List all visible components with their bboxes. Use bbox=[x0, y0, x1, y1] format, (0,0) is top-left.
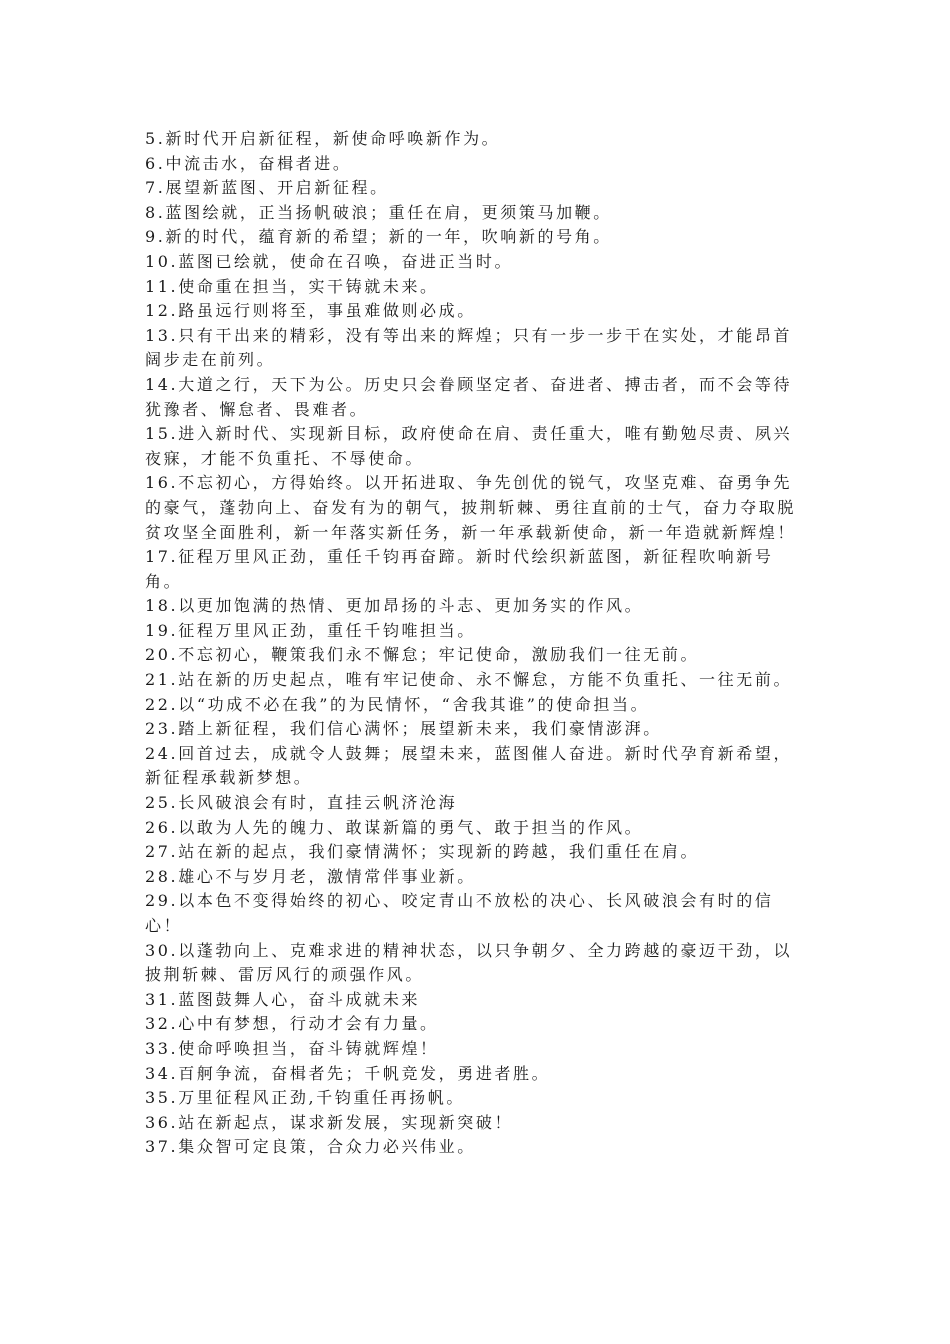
list-item: 23.踏上新征程，我们信心满怀；展望新未来，我们豪情澎湃。 bbox=[145, 719, 662, 739]
list-item: 6.中流击水，奋楫者进。 bbox=[145, 153, 352, 173]
list-item: 32.心中有梦想，行动才会有力量。 bbox=[145, 1014, 439, 1034]
list-item: 25.长风破浪会有时，直挂云帆济沧海 bbox=[145, 793, 458, 813]
list-item: 15.进入新时代、实现新目标，政府使命在肩、责任重大，唯有勤勉尽责、夙兴夜寐，才能不负重托、不辱使命。 bbox=[145, 424, 793, 468]
list-item: 22.以“功成不必在我”的为民情怀，“舍我其谁”的使命担当。 bbox=[145, 694, 650, 714]
list-item: 10.蓝图已绘就，使命在召唤，奋进正当时。 bbox=[145, 251, 514, 271]
list-item: 35.万里征程风正劲,千钧重任再扬帆。 bbox=[145, 1088, 465, 1108]
list-item: 34.百舸争流，奋楫者先；千帆竞发，勇进者胜。 bbox=[145, 1063, 551, 1083]
list-item: 31.蓝图鼓舞人心，奋斗成就未来 bbox=[145, 989, 421, 1009]
list-item: 21.站在新的历史起点，唯有牢记使命、永不懈怠，方能不负重托、一往无前。 bbox=[145, 670, 793, 690]
list-item: 27.站在新的起点，我们豪情满怀；实现新的跨越，我们重任在肩。 bbox=[145, 842, 700, 862]
list-item: 12.路虽远行则将至，事虽难做则必成。 bbox=[145, 301, 476, 321]
list-item: 19.征程万里风正劲，重任千钧唯担当。 bbox=[145, 620, 476, 640]
list-item: 9.新的时代，蕴育新的希望；新的一年，吹响新的号角。 bbox=[145, 227, 612, 247]
list-item: 33.使命呼唤担当，奋斗铸就辉煌！ bbox=[145, 1038, 439, 1058]
list-item: 14.大道之行，天下为公。历史只会眷顾坚定者、奋进者、搏击者，而不会等待犹豫者、懈怠者、畏难者。 bbox=[145, 374, 793, 419]
list-item: 7.展望新蓝图、开启新征程。 bbox=[145, 178, 389, 198]
list-item: 16.不忘初心，方得始终。以开拓进取、争先创优的锐气，攻坚克难、奋勇争先的豪气，蓬勃向上、奋发有为的朝气，披荆斩棘、勇往直前的士气，奋力夺取脱贫攻坚全面胜利，新一年落实新任务，新一年承载新使命，新一年造就新辉煌！ bbox=[145, 473, 797, 542]
list-item: 26.以敢为人先的魄力、敢谋新篇的勇气、敢于担当的作风。 bbox=[145, 817, 644, 837]
list-item: 18.以更加饱满的热情、更加昂扬的斗志、更加务实的作风。 bbox=[145, 596, 644, 616]
list-item: 37.集众智可定良策，合众力必兴伟业。 bbox=[145, 1137, 476, 1157]
list-item: 5.新时代开启新征程，新使命呼唤新作为。 bbox=[145, 129, 501, 148]
list-item: 30.以蓬勃向上、克难求进的精神状态，以只争朝夕、全力跨越的豪迈干劲，以披荆斩棘、雷厉风行的顽强作风。 bbox=[145, 940, 793, 985]
list-item: 24.回首过去，成就令人鼓舞；展望未来，蓝图催人奋进。新时代孕育新希望，新征程承载新梦想。 bbox=[145, 743, 793, 788]
list-item: 29.以本色不变得始终的初心、咬定青山不放松的决心、长风破浪会有时的信心！ bbox=[145, 891, 774, 935]
list-item: 36.站在新起点，谋求新发展，实现新突破！ bbox=[145, 1112, 514, 1132]
list-item: 28.雄心不与岁月老，激情常伴事业新。 bbox=[145, 866, 476, 886]
list-item: 20.不忘初心，鞭策我们永不懈怠；牢记使命，激励我们一往无前。 bbox=[145, 645, 700, 665]
list-item: 17.征程万里风正劲，重任千钧再奋蹄。新时代绘织新蓝图，新征程吹响新号角。 bbox=[145, 547, 774, 591]
list-item: 8.蓝图绘就，正当扬帆破浪；重任在肩，更须策马加鞭。 bbox=[145, 202, 612, 222]
list-item: 13.只有干出来的精彩，没有等出来的辉煌；只有一步一步干在实处，才能昂首阔步走在前列。 bbox=[145, 325, 793, 370]
list-item: 11.使命重在担当，实干铸就未来。 bbox=[145, 276, 439, 296]
slogan-list bbox=[145, 127, 810, 1160]
